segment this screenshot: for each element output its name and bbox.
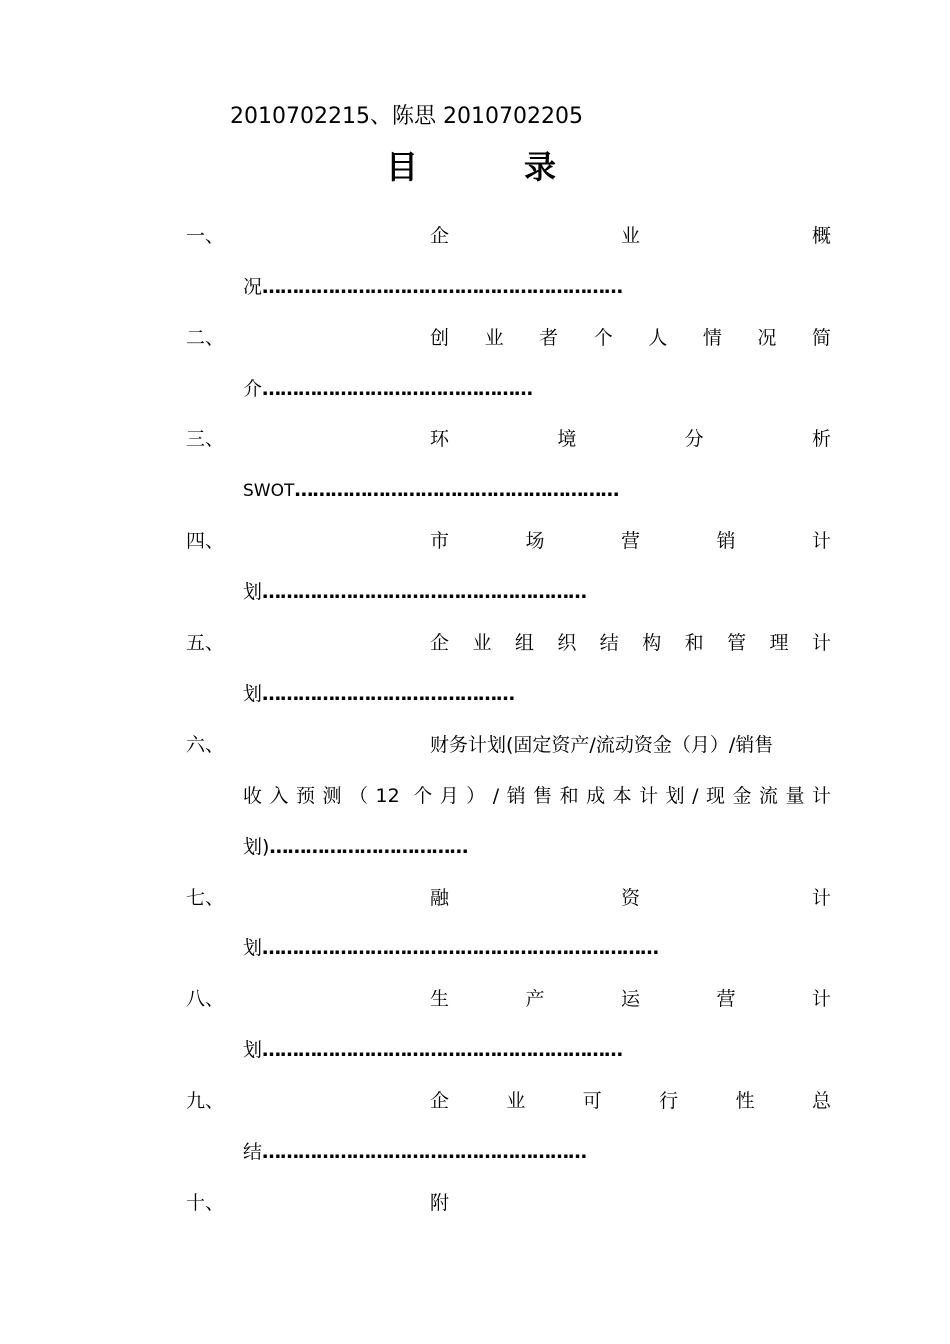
toc-heading-char: 简 [811, 327, 831, 349]
toc-number: 五、 [186, 632, 225, 654]
toc-heading-tail: 况 [243, 276, 263, 298]
toc-heading-char: 人 [648, 327, 668, 349]
toc-number: 六、 [186, 734, 225, 756]
toc-heading-tail: SWOT [243, 481, 295, 501]
toc-heading-tail: 介 [243, 378, 263, 400]
toc-heading-line [430, 426, 831, 452]
toc-title [386, 147, 566, 187]
toc-heading-char: 生 [430, 988, 450, 1010]
toc-heading-char: 场 [525, 530, 545, 552]
toc-heading-char: 理 [769, 632, 789, 654]
toc-leader-dots: ……………………………………………… [294, 479, 619, 501]
toc-heading-char: 概 [811, 225, 831, 247]
toc-continuation [243, 1139, 831, 1165]
toc-heading-char: 组 [514, 632, 534, 654]
toc-leader-dots: ……………………………………………… [262, 1141, 587, 1163]
toc-heading-char: 业 [484, 327, 504, 349]
toc-heading-line [430, 630, 831, 656]
toc-title-char-1: 目 [386, 148, 419, 186]
toc-title-char-2: 录 [524, 148, 557, 186]
toc-heading-char: 和 [684, 632, 704, 654]
toc-heading-char: 运 [620, 988, 640, 1010]
toc-heading-char: 企 [430, 1090, 450, 1112]
toc-heading-char: 行 [659, 1090, 679, 1112]
toc-heading-char: 产 [525, 988, 545, 1010]
toc-heading-char: 况 [757, 327, 777, 349]
toc-heading-line: 财务计划(固定资产/流动资金（月）/销售 [430, 734, 774, 756]
toc-heading-line [430, 528, 831, 554]
toc-continuation [243, 579, 831, 605]
author-ids: 2010702215、陈思 2010702205 [230, 104, 583, 129]
toc-heading-tail: 划 [243, 581, 263, 603]
toc-heading-char: 营 [620, 530, 640, 552]
toc-number: 二、 [186, 327, 225, 349]
toc-leader-dots: …………………………………………………… [262, 276, 623, 298]
toc-continuation [243, 477, 831, 503]
toc-leader-dots: ………………………………………………………… [262, 937, 659, 959]
toc-heading-line [430, 325, 831, 351]
toc-heading-tail: 划 [243, 937, 263, 959]
toc-leader-dots: …………………………… [269, 836, 468, 858]
toc-heading-tail: 划 [243, 683, 263, 705]
toc-continuation [243, 274, 831, 300]
toc-heading-char: 销 [716, 530, 736, 552]
toc-heading-char: 析 [811, 428, 831, 450]
toc-heading-char: 计 [811, 988, 831, 1010]
toc-heading-char: 情 [702, 327, 722, 349]
toc-heading-line [430, 1088, 831, 1114]
toc-heading-char: 融 [430, 887, 450, 909]
toc-heading-char: 构 [642, 632, 662, 654]
toc-heading-char: 业 [472, 632, 492, 654]
toc-heading-char: 业 [506, 1090, 526, 1112]
toc-number: 三、 [186, 428, 225, 450]
toc-heading-char: 环 [430, 428, 450, 450]
toc-heading-char: 营 [716, 988, 736, 1010]
toc-number: 四、 [186, 530, 225, 552]
toc-continuation [243, 681, 831, 707]
toc-heading-line [430, 223, 831, 249]
toc-heading-char: 结 [599, 632, 619, 654]
toc-heading-char: 织 [557, 632, 577, 654]
toc-heading-line-2: 收入预测（12 个月）/销售和成本计划/现金流量计 [243, 785, 831, 807]
toc-heading-char: 计 [811, 887, 831, 909]
toc-heading-char: 市 [430, 530, 450, 552]
toc-heading-line [430, 986, 831, 1012]
toc-continuation [243, 834, 831, 860]
toc-heading-char: 个 [593, 327, 613, 349]
toc-heading-char: 计 [811, 530, 831, 552]
toc-heading-char: 企 [430, 225, 450, 247]
toc-number: 九、 [186, 1090, 225, 1112]
toc-continuation [243, 376, 831, 402]
toc-heading-char: 资 [620, 887, 640, 909]
toc-number: 八、 [186, 988, 225, 1010]
toc-heading-line: 附 [430, 1192, 450, 1214]
toc-heading-char: 分 [684, 428, 704, 450]
toc-leader-dots: …………………………………………………… [262, 1039, 623, 1061]
toc-number: 一、 [186, 225, 225, 247]
toc-continuation [243, 1037, 831, 1063]
toc-heading-char: 境 [557, 428, 577, 450]
toc-heading-char: 计 [811, 632, 831, 654]
toc-heading-char: 创 [430, 327, 450, 349]
toc-heading-tail: 划 [243, 1039, 263, 1061]
toc-heading-tail: 结 [243, 1141, 263, 1163]
toc-heading-char: 管 [727, 632, 747, 654]
toc-heading-char: 可 [582, 1090, 602, 1112]
toc-heading-char: 性 [735, 1090, 755, 1112]
toc-heading-line [430, 885, 831, 911]
toc-number: 七、 [186, 887, 225, 909]
toc-heading-char: 业 [620, 225, 640, 247]
toc-leader-dots: …………………………………… [262, 683, 515, 705]
toc-heading-char: 企 [430, 632, 450, 654]
toc-number: 十、 [186, 1192, 225, 1214]
toc-heading-char: 者 [539, 327, 559, 349]
toc-heading-char: 总 [811, 1090, 831, 1112]
toc-leader-dots: ……………………………………………… [262, 581, 587, 603]
toc-continuation [243, 935, 831, 961]
toc-heading-tail: 划) [243, 836, 270, 858]
toc-leader-dots: ……………………………………… [262, 378, 533, 400]
